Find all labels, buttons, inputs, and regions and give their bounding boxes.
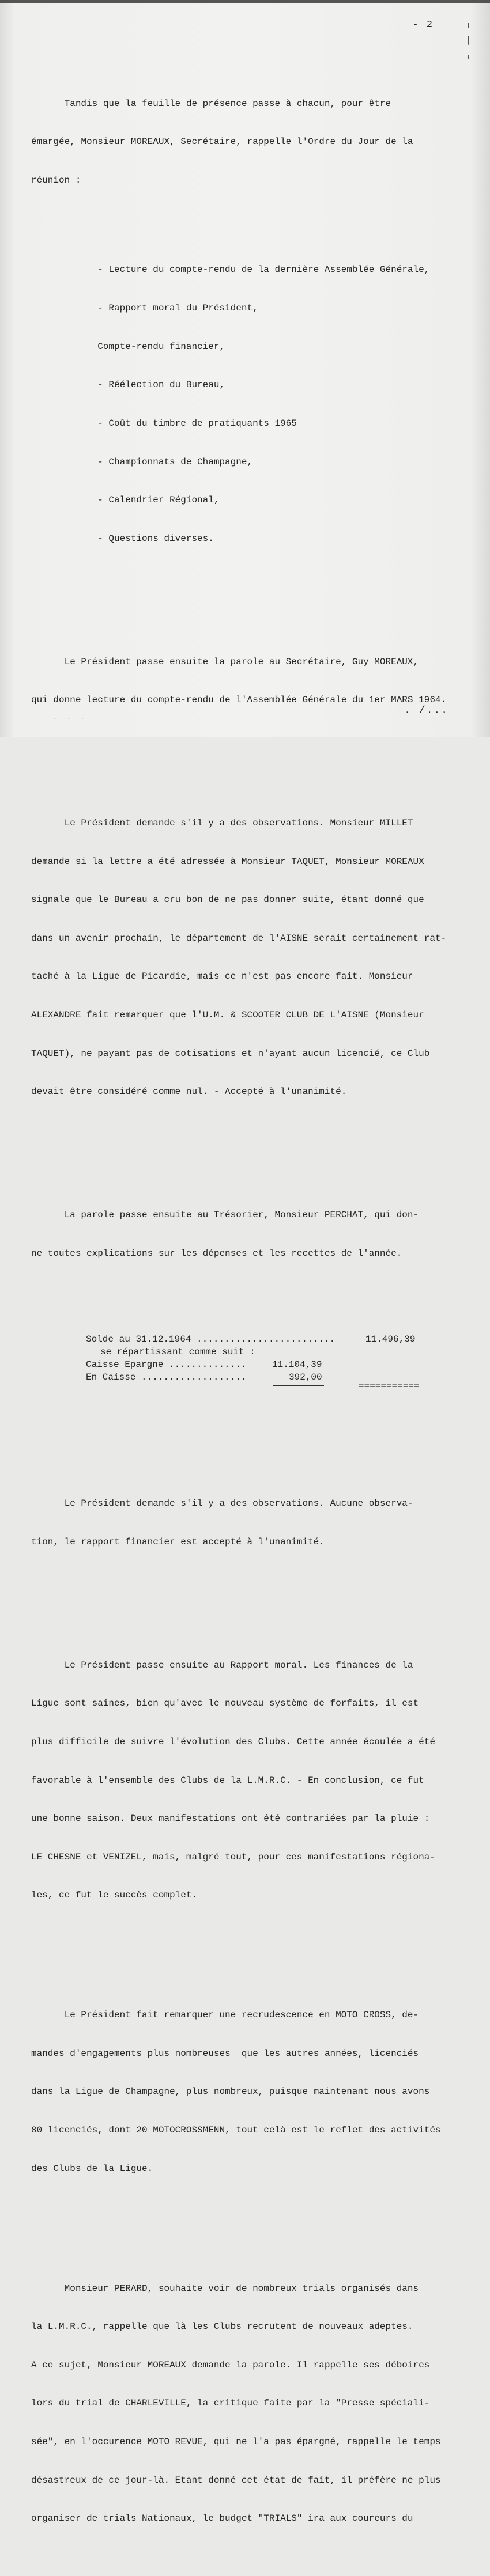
text-line: Le Président demande s'il y a des observations. Monsieur MILLET xyxy=(31,817,413,828)
secretary-paragraph xyxy=(31,630,458,732)
text-line: taché à la Ligue de Picardie, mais ce n'est pas encore fait. Monsieur xyxy=(31,971,413,982)
text-line: La parole passe ensuite au Trésorier, Monsieur PERCHAT, qui don- xyxy=(31,1210,419,1221)
trials-paragraph xyxy=(31,2256,458,2551)
caisse-label: En Caisse ................... xyxy=(86,1372,247,1382)
text-line: mandes d'engagements plus nombreuses que les autres années, licenciés xyxy=(31,2048,419,2059)
margin-marks xyxy=(466,23,473,63)
text-line: désastreux de ce jour-là. Etant donné cet état de fait, il préfère ne plus xyxy=(31,2475,441,2486)
text-line: A ce sujet, Monsieur MOREAUX demande la parole. Il rappelle ses déboires xyxy=(31,2359,430,2370)
text-line: ALEXANDRE fait remarquer que l'U.M. & SCOOTER CLUB DE L'AISNE (Monsieur xyxy=(31,1010,424,1021)
epargne-value: 11.104,39 xyxy=(272,1359,322,1370)
text-line: Tandis que la feuille de présence passe à chacun, pour être xyxy=(31,98,391,109)
text-line: Le Président demande s'il y a des observations. Aucune observa- xyxy=(31,1498,413,1509)
text-line: TAQUET), ne payant pas de cotisations et n'ayant aucun licencié, ce Club xyxy=(31,1048,430,1059)
financial-approval-paragraph xyxy=(31,1472,458,1574)
text-line: ne toutes explications sur les dépenses et les recettes de l'année. xyxy=(31,1248,402,1259)
agenda-item: - Rapport moral du Président, xyxy=(31,303,258,314)
scan-specks: · · · xyxy=(53,717,88,723)
text-line: une bonne saison. Deux manifestations ont été contrariées par la pluie : xyxy=(31,1813,430,1824)
text-line: des Clubs de la Ligue. xyxy=(31,2163,153,2174)
text-line: demande si la lettre a été adressée à Monsieur TAQUET, Monsieur MOREAUX xyxy=(31,856,424,867)
text-line: les, ce fut le succès complet. xyxy=(31,1890,198,1901)
text-line: lors du trial de CHARLEVILLE, la critique faite par la "Presse spéciali- xyxy=(31,2398,430,2409)
agenda-list xyxy=(31,238,458,570)
agenda-item: - Questions diverses. xyxy=(31,533,214,544)
subtotal-rule xyxy=(273,1385,324,1386)
text-line: 80 licenciés, dont 20 MOTOCROSSMENN, tout celà est le reflet des activités xyxy=(31,2125,441,2136)
continued-marker: . /... xyxy=(404,705,448,717)
text-line: sée", en l'occurence MOTO REVUE, qui ne l'a pas épargné, rappelle le temps xyxy=(31,2436,441,2447)
scan-top-edge xyxy=(0,0,490,3)
page-number: - 2 xyxy=(412,20,434,31)
split-label: se répartissant comme suit : xyxy=(100,1346,255,1357)
caisse-value: 392,00 xyxy=(289,1372,322,1382)
motocross-paragraph xyxy=(31,1983,458,2200)
total-double-rule: =========== xyxy=(359,1380,420,1391)
epargne-label: Caisse Epargne .............. xyxy=(86,1359,247,1370)
treasurer-paragraph xyxy=(31,1183,458,1286)
text-line: Le Président fait remarquer une recrudescence en MOTO CROSS, de- xyxy=(31,2010,419,2021)
agenda-item: Compte-rendu financier, xyxy=(31,341,225,352)
text-line: signale que le Bureau a cru bon de ne pas donner suite, étant donné que xyxy=(31,895,424,906)
text-line: devait être considéré comme nul. - Accepté à l'unanimité. xyxy=(31,1086,347,1097)
text-line: plus difficile de suivre l'évolution des Clubs. Cette année écoulée a été xyxy=(31,1736,435,1747)
text-line: la L.M.R.C., rappelle que là les Clubs recrutent de nouveaux adeptes. xyxy=(31,2321,413,2332)
text-line: organiser de trials Nationaux, le budget "TRIALS" ira aux coureurs du xyxy=(31,2513,413,2524)
agenda-item: - Championnats de Champagne, xyxy=(31,456,253,467)
body-text xyxy=(31,46,458,2576)
agenda-item: - Réélection du Bureau, xyxy=(31,380,225,391)
solde-value: 11.496,39 xyxy=(365,1334,416,1344)
observations-paragraph xyxy=(31,791,458,1124)
text-line: LE CHESNE et VENIZEL, mais, malgré tout, pour ces manifestations régiona- xyxy=(31,1851,435,1862)
solde-label: Solde au 31.12.1964 ......................... xyxy=(86,1334,336,1344)
agenda-item: - Coût du timbre de pratiquants 1965 xyxy=(31,418,297,429)
text-line: Monsieur PERARD, souhaite voir de nombreux trials organisés dans xyxy=(31,2283,419,2294)
text-line: réunion : xyxy=(31,175,81,186)
intro-paragraph xyxy=(31,71,458,212)
agenda-item: - Calendrier Régional, xyxy=(31,495,220,506)
text-line: Le Président passe ensuite la parole au Secrétaire, Guy MOREAUX, xyxy=(31,656,419,667)
moral-report-paragraph xyxy=(31,1633,458,1927)
text-line: favorable à l'ensemble des Clubs de la L.M.R.C. - En conclusion, ce fut xyxy=(31,1775,424,1786)
text-line: tion, le rapport financier est accepté à l'unanimité. xyxy=(31,1536,325,1547)
text-line: Ligue sont saines, bien qu'avec le nouveau système de forfaits, il est xyxy=(31,1698,419,1709)
text-line: Le Président passe ensuite au Rapport moral. Les finances de la xyxy=(31,1660,413,1670)
text-line: dans la Ligue de Champagne, plus nombreux, puisque maintenant nous avons xyxy=(31,2086,430,2097)
text-line: émargée, Monsieur MOREAUX, Secrétaire, rappelle l'Ordre du Jour de la xyxy=(31,137,413,147)
text-line: dans un avenir prochain, le département de l'AISNE serait certainement rat- xyxy=(31,933,447,944)
agenda-item: - Lecture du compte-rendu de la dernière Assemblée Générale, xyxy=(31,264,430,275)
financial-statement xyxy=(31,1333,458,1391)
text-line: qui donne lecture du compte-rendu de l'Assemblée Générale du 1er MARS 1964. xyxy=(31,695,447,706)
